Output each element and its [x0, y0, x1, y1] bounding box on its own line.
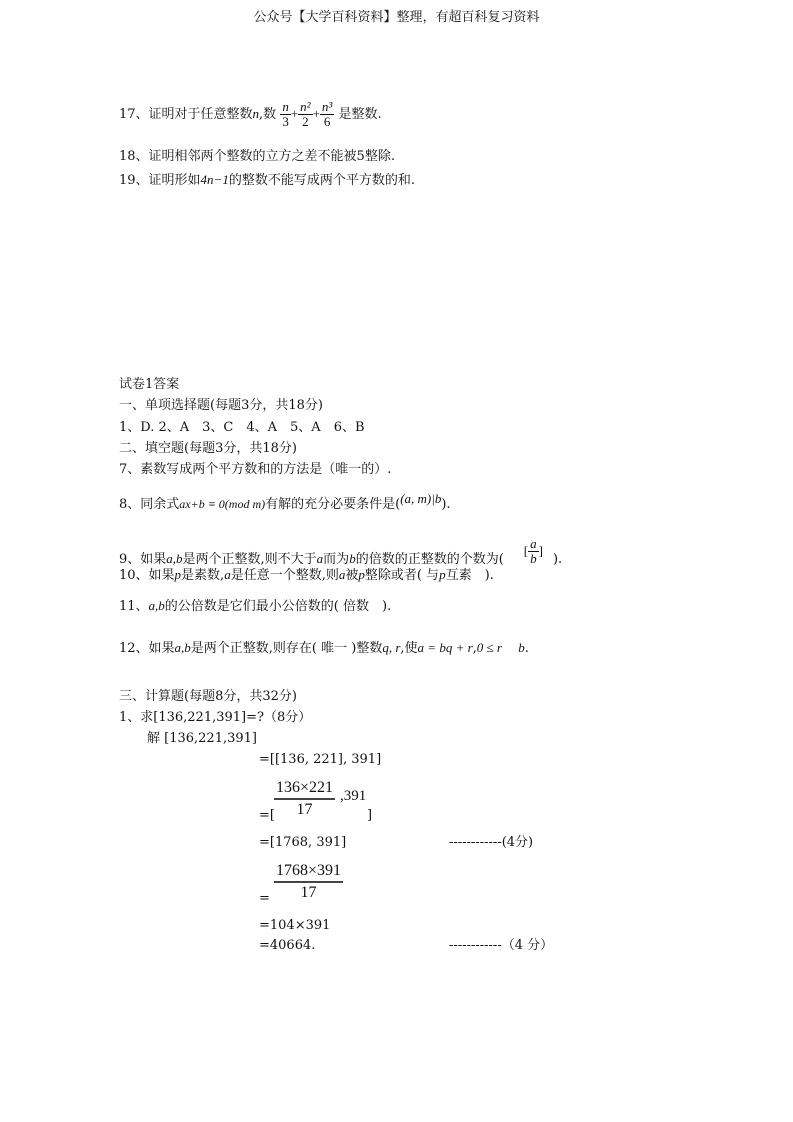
a12-t1: 是两个正整数,则存在( 唯一 )整数	[190, 641, 383, 656]
a9-t3: 的倍数的正整数的个数为(	[355, 552, 504, 567]
fraction-n-3	[280, 100, 291, 129]
fraction-a-b	[528, 537, 539, 566]
a9-t1: 是两个正整数,则不大于	[182, 552, 317, 567]
a9-t2: 而为	[323, 552, 350, 567]
step2-pre: =[	[259, 808, 275, 823]
a8-mid: 有解的充分必要条件是(	[265, 497, 401, 512]
var-ab: a,b	[174, 640, 191, 655]
a10-t3: 被	[345, 568, 359, 583]
score-mark-2: ------------（4 分）	[449, 938, 554, 953]
numerator: n	[282, 99, 289, 114]
section-2-heading: 二、填空题(每题3分，共18分)	[119, 441, 297, 456]
fraction-n2-2	[298, 100, 312, 129]
a8-answer: (a, m)|b	[400, 491, 442, 506]
answer-8	[119, 491, 451, 513]
a12-t2: ,使	[400, 641, 418, 656]
var-b: b	[349, 551, 356, 566]
denominator: 6	[323, 114, 331, 129]
question-17	[119, 100, 382, 129]
a10-t5: 互素 ).	[445, 568, 494, 583]
var-p: p	[174, 567, 182, 582]
a12-post: .	[524, 641, 529, 656]
var-p: p	[358, 567, 365, 582]
question-19	[119, 172, 415, 189]
fraction-n3-6	[320, 100, 334, 129]
a8-post: ).	[441, 497, 451, 512]
answer-9: 9、如果a,b是两个正整数,则不大于a而为b的倍数的正整数的个数为([ $\frac{a}{b}$ ]).	[119, 536, 563, 567]
numerator: n³	[321, 99, 333, 114]
a10-text: 10、如果	[119, 568, 175, 583]
a10-t4: 整除或者( 与	[364, 568, 440, 583]
numerator: 136×221	[274, 778, 335, 800]
var-p: p	[439, 567, 446, 582]
a8-text: 8、同余式	[119, 497, 180, 512]
step-1: =[[136, 221], 391]	[259, 752, 382, 767]
step-3: =[1768, 391]	[259, 835, 347, 850]
score-mark-1: ------------(4分)	[449, 835, 534, 850]
calc-question-1: 1、求[136,221,391]=?（8分）	[119, 710, 312, 725]
section-1-answers: 1、D. 2、A 3、C 4、A 5、A 6、B	[119, 420, 365, 435]
a9-text: 9、如果	[119, 552, 167, 567]
a10-t2: 是任意一个整数,则	[230, 568, 339, 583]
plus: +	[312, 106, 320, 121]
var-n: n	[252, 106, 260, 121]
solution-start: 解 [136,221,391]	[147, 731, 257, 746]
q19-expr: 4n−1	[200, 172, 229, 187]
step4-pre: =	[259, 891, 270, 906]
numerator: n²	[300, 99, 311, 114]
q17-post: 是整数.	[338, 107, 382, 122]
numerator: 1768×391	[274, 861, 343, 883]
answers-title: 试卷1答案	[119, 377, 180, 392]
plus: +	[290, 106, 299, 121]
section-3-heading: 三、计算题(每题8分，共32分)	[119, 689, 297, 704]
a12-equation: a = bq + r	[417, 640, 473, 655]
denominator: 3	[282, 114, 289, 129]
numerator: a	[530, 536, 537, 551]
a12-inequality: 0 ≤ r b	[476, 640, 525, 655]
a8-expr: ax+b ≡ 0(mod m)	[179, 497, 266, 511]
a10-t1: 是素数,	[181, 568, 225, 583]
a11-text: 11、	[119, 599, 149, 614]
denominator: 2	[302, 114, 309, 129]
fraction-136x221-17	[274, 778, 335, 820]
step2-post: ,391	[340, 788, 367, 804]
a12-t3: ,	[472, 641, 477, 656]
var-ab: a,b	[166, 551, 183, 566]
q19-text: 19、证明形如	[119, 173, 201, 188]
q19-post: 的整数不能写成两个平方数的和.	[228, 173, 415, 188]
var-qr: q, r	[382, 640, 401, 655]
step-5: =104×391	[259, 918, 331, 933]
denominator: 17	[300, 884, 317, 901]
a11-post: 的公倍数是它们最小公倍数的( 倍数 ).	[164, 599, 392, 614]
page-header: 公众号【大学百科资料】整理，有超百科复习资料	[253, 10, 540, 25]
a9-post: ).	[552, 552, 563, 567]
answer-7: 7、素数写成两个平方数和的方法是（唯一的）.	[119, 462, 392, 477]
fraction-1768x391-17	[274, 861, 343, 903]
section-1-heading: 一、单项选择题(每题3分，共18分)	[119, 398, 323, 413]
a12-text: 12、如果	[119, 641, 175, 656]
q17-mid: ,数	[259, 107, 277, 122]
step-6: =40664.	[259, 938, 316, 953]
answer-10	[119, 567, 494, 584]
answer-11	[119, 598, 391, 615]
step2-close: ]	[367, 808, 373, 823]
var-a: a	[338, 567, 346, 582]
var-a: a	[224, 567, 231, 582]
question-18: 18、证明相邻两个整数的立方之差不能被5整除.	[119, 149, 395, 164]
var-ab: a,b	[148, 598, 165, 613]
denominator: b	[530, 551, 537, 566]
answer-12	[119, 640, 529, 657]
denominator: 17	[296, 801, 313, 818]
var-a: a	[316, 551, 324, 566]
q17-text: 17、证明对于任意整数	[119, 107, 253, 122]
